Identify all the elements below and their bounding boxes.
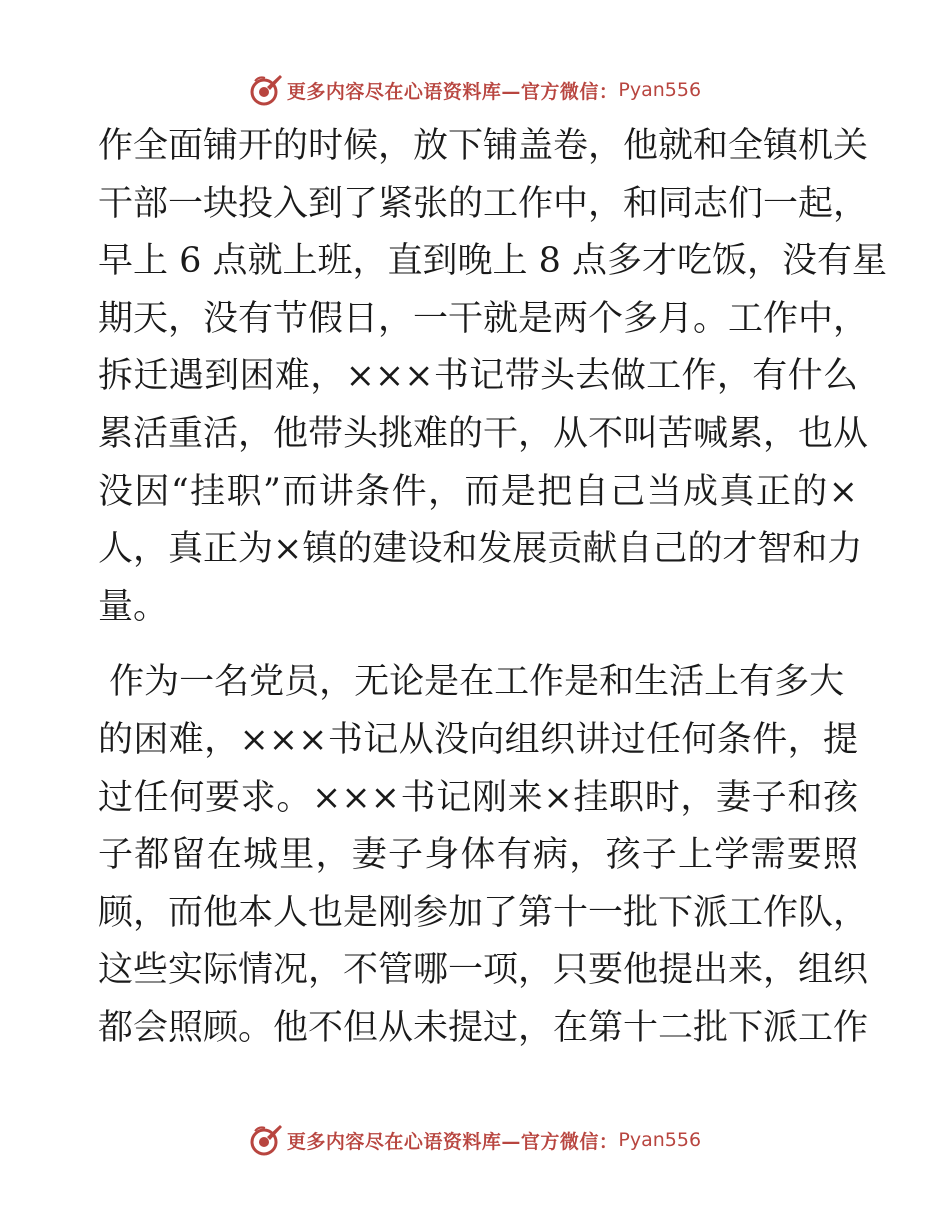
text-line: 干部一块投入到了紧张的工作中，和同志们一起， xyxy=(98,183,869,224)
pen-logo-icon xyxy=(249,1123,283,1157)
text-line: 作为一名党员，无论是在工作是和生活上有多大 xyxy=(98,662,845,703)
paragraph-spacer xyxy=(98,636,858,654)
text-line: 顾，而他本人也是刚参加了第十一批下派工作队， xyxy=(98,892,869,933)
document-body xyxy=(98,118,888,1058)
text-line: 累活重活，他带头挑难的干，从不叫苦喊累，也从 xyxy=(98,413,869,454)
watermark-text: 更多内容尽在心语资料库—官方微信： xyxy=(286,1130,619,1153)
text-line: 人，真正为×镇的建设和发展贡献自己的才智和力 xyxy=(98,529,863,570)
watermark-id: Pyan556 xyxy=(618,1129,702,1151)
watermark-id: Pyan556 xyxy=(618,79,702,101)
text-line: 期天，没有节假日，一干就是两个多月。工作中， xyxy=(98,298,869,339)
text-line: 没因“挂职”而讲条件，而是把自己当成真正的× xyxy=(98,471,858,512)
paragraph-1 xyxy=(98,118,888,636)
text-line: 拆迁遇到困难，×××书记带头去做工作，有什么 xyxy=(98,356,858,397)
footer-watermark xyxy=(0,1120,950,1160)
text-line: 的困难，×××书记从没向组织讲过任何条件，提 xyxy=(98,719,858,760)
header-watermark xyxy=(0,70,950,110)
text-line: 都会照顾。他不但从未提过，在第十二批下派工作 xyxy=(98,1007,869,1048)
text-line: 量。 xyxy=(98,586,169,627)
text-line: 早上 6 点就上班，直到晚上 8 点多才吃饭，没有星 xyxy=(98,241,888,282)
pen-logo-icon xyxy=(249,73,283,107)
text-line: 过任何要求。×××书记刚来×挂职时，妻子和孩 xyxy=(98,777,858,818)
text-line: 子都留在城里，妻子身体有病，孩子上学需要照 xyxy=(98,835,858,876)
paragraph-2 xyxy=(98,654,869,1057)
text-line: 作全面铺开的时候，放下铺盖卷，他就和全镇机关 xyxy=(98,126,869,166)
text-line: 这些实际情况，不管哪一项，只要他提出来，组织 xyxy=(98,950,869,991)
watermark-text: 更多内容尽在心语资料库—官方微信： xyxy=(286,80,619,103)
